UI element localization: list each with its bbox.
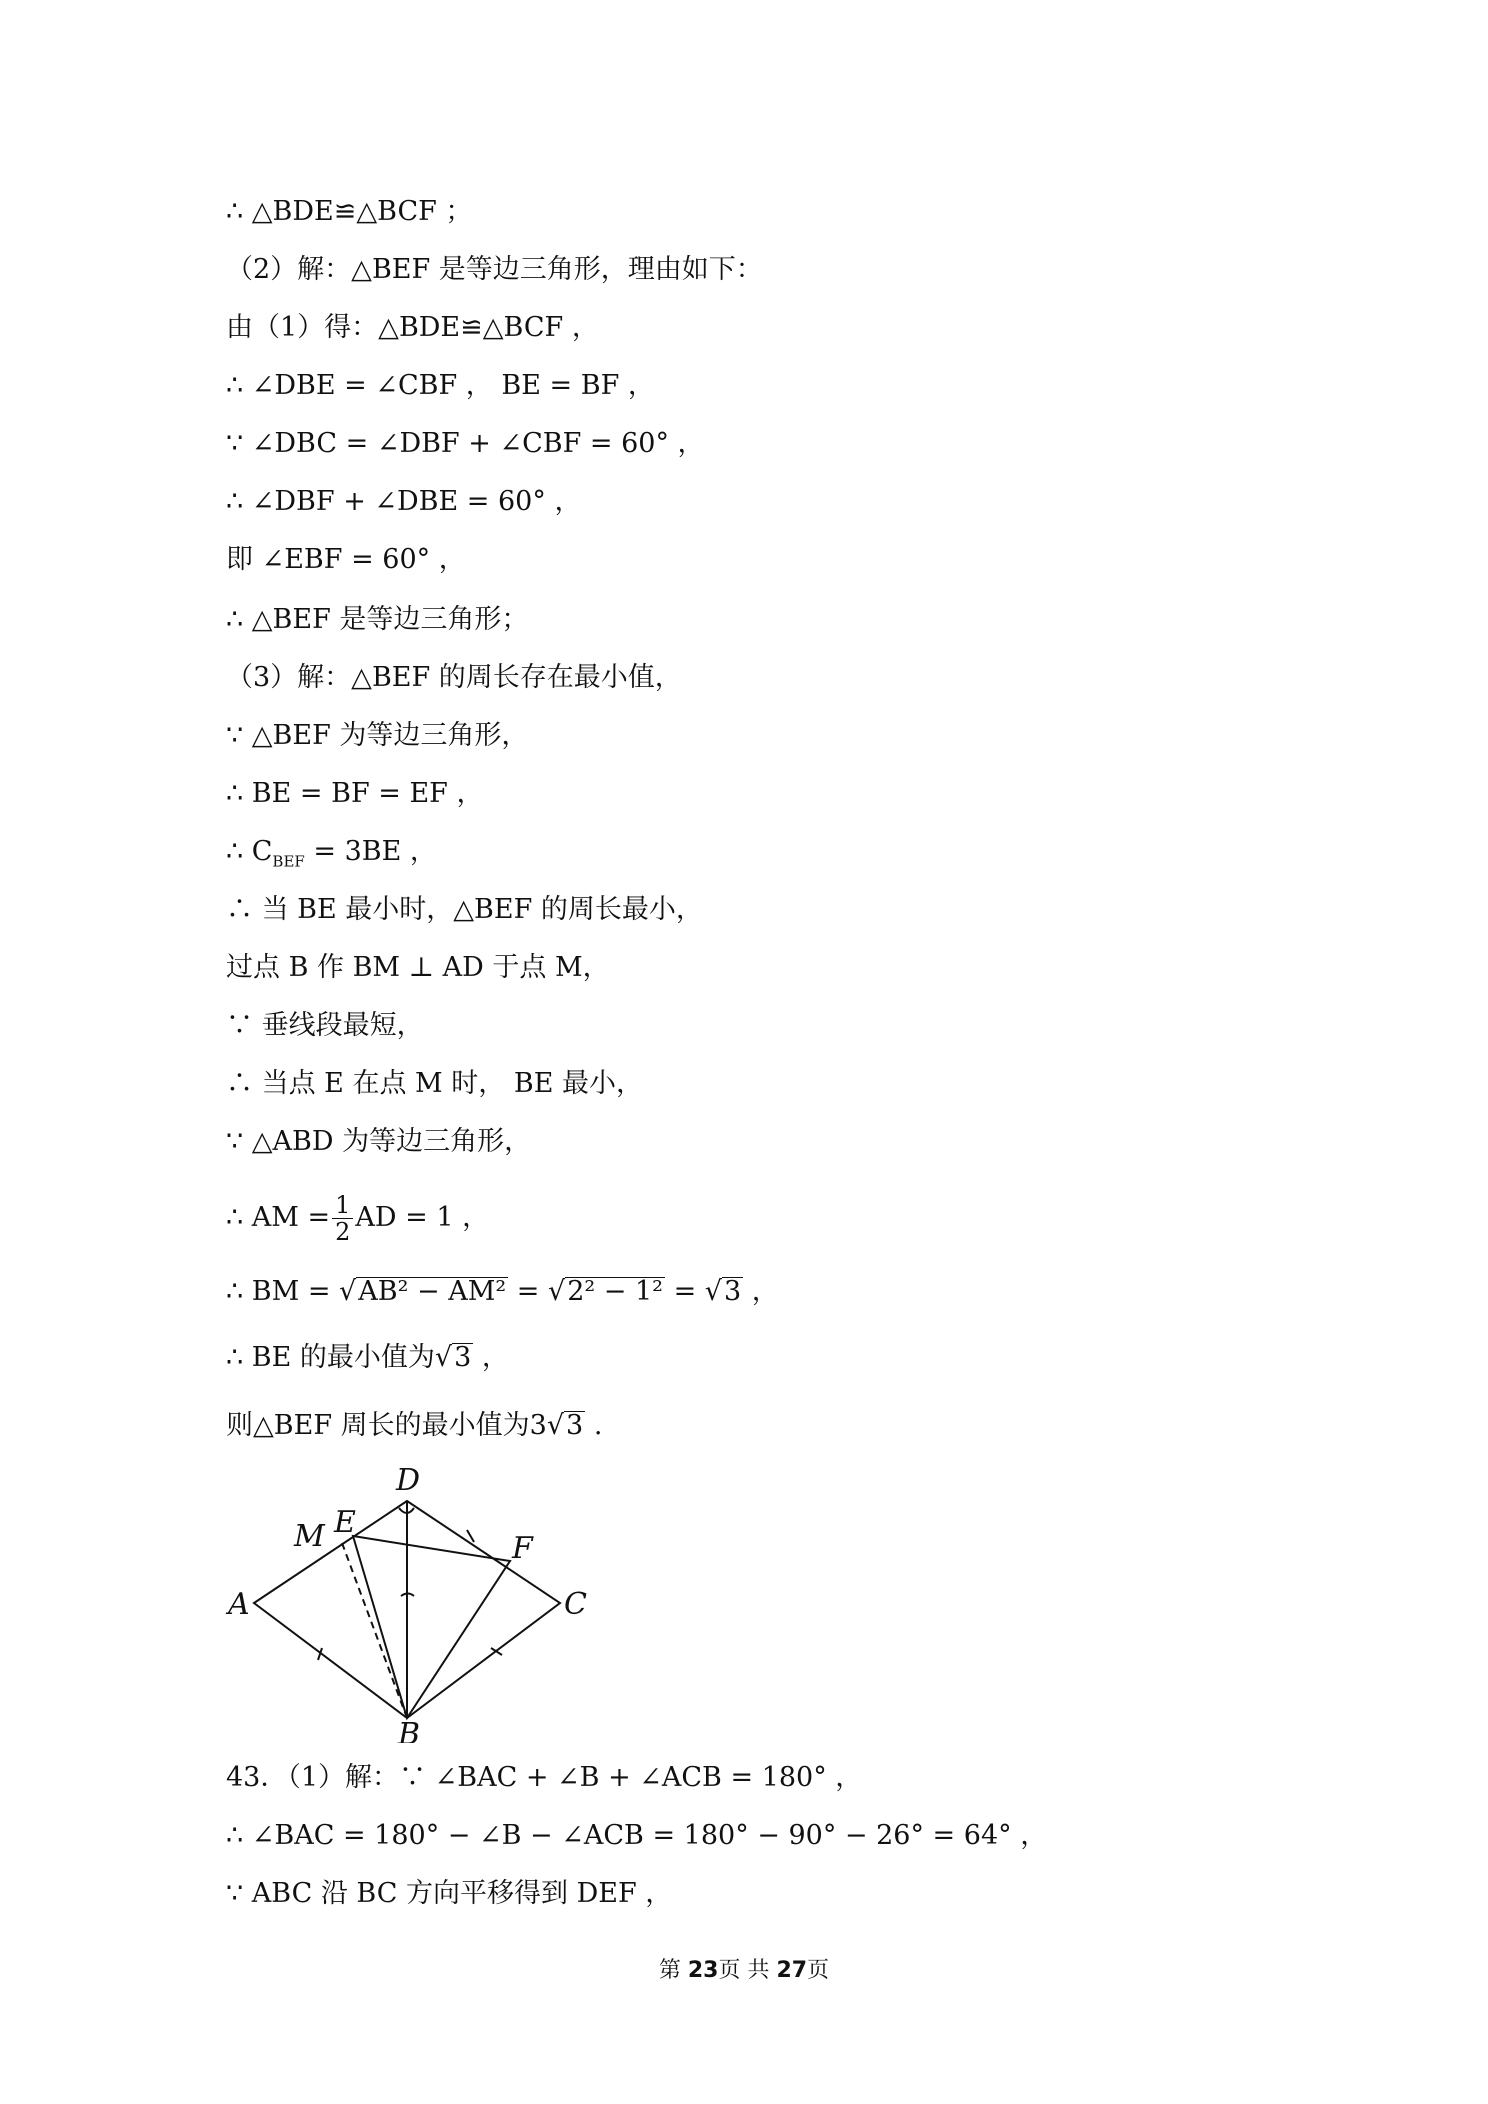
fraction-denominator: 2 [335,1217,351,1246]
triangle-bef [353,1536,510,1718]
footer-text: 页 [807,1958,830,1983]
text-fragment: ， [743,1276,779,1307]
point-label-c: C [564,1587,587,1622]
page-footer [0,1953,1488,1984]
page-total: 27 [776,1958,808,1983]
text-fragment: ∴ BE 的最小值为 [226,1342,435,1373]
text-line: ∵ △ABD 为等边三角形， [226,1126,532,1157]
text-line: ∴ ∠DBF + ∠DBE = 60° ， [226,486,582,517]
fraction-numerator: 1 [332,1192,353,1219]
text-line: ∴ BE = BF = EF ， [226,778,484,809]
page-number: 23 [687,1958,719,1983]
text-fragment: ∴ AM = [226,1202,331,1233]
tick-mark [467,1530,474,1542]
segment-bm-dashed [342,1543,407,1718]
text-line: 即 ∠EBF = 60° ， [226,544,466,575]
text-line: ∴ △BEF 是等边三角形； [226,604,529,635]
geometry-figure [222,1468,602,1743]
text-line: ∵ ∠DBC = ∠DBF + ∠CBF = 60° ， [226,428,705,459]
footer-text: 第 [658,1958,688,1983]
text-line: ∴ ∠DBE = ∠CBF ， BE = BF ， [226,370,655,401]
point-label-m: M [294,1519,325,1554]
text-line: ∴ △BDE≌△BCF ； [226,196,473,227]
text-fragment: AD = 1 ， [355,1202,490,1233]
fraction [332,1192,353,1245]
text-line: 过点 B 作 BM ⊥ AD 于点 M， [226,952,610,983]
text-line: ∵ 垂线段最短， [226,1010,424,1041]
perimeter-min-line: 则△BEF 周长的最小值为3√3 . [226,1410,603,1441]
bm-line: ∴ BM = √AB² − AM² = √2² − 1² = √3 ， [226,1276,779,1307]
point-label-a: A [228,1587,250,1622]
text-line: ∴ ∠BAC = 180° − ∠B − ∠ACB = 180° − 90° − 26° = 64° ， [226,1820,1048,1851]
radicand: 3 [724,1276,742,1307]
radicand: 2² − 1² [567,1276,663,1307]
text-fragment: = [508,1276,548,1307]
text-fragment: ∴ C [226,836,273,867]
text-fragment: ∴ BM = [226,1276,331,1307]
text-fragment: 3 [529,1410,547,1441]
point-label-b: B [398,1717,421,1743]
radicand: 3 [454,1342,472,1373]
text-line: 43．（1）解：∵ ∠BAC + ∠B + ∠ACB = 180° ， [226,1762,863,1793]
text-line: ∵ ABC 沿 BC 方向平移得到 DEF ， [226,1878,673,1909]
text-line: ∵ △BEF 为等边三角形， [226,720,529,751]
point-label-f: F [512,1531,533,1566]
text-fragment: = [665,1276,705,1307]
point-label-e: E [334,1505,356,1540]
be-min-line: ∴ BE 的最小值为√3 ， [226,1342,509,1373]
text-line: ∴ 当点 E 在点 M 时， BE 最小， [226,1068,643,1099]
text-fragment: . [585,1410,603,1441]
text-line: ∴ 当 BE 最小时，△BEF 的周长最小， [226,894,703,925]
text-line: 由（1）得：△BDE≌△BCF ， [226,312,599,343]
radicand: 3 [566,1410,584,1441]
text-line: （3）解：△BEF 的周长存在最小值， [226,662,682,693]
footer-text: 页 共 [718,1958,777,1983]
subscript: BEF [272,852,305,871]
point-label-d: D [396,1468,421,1498]
text-fragment: ， [473,1342,509,1373]
perimeter-line [226,832,437,872]
am-line [226,1188,489,1248]
text-fragment: = 3BE ， [304,836,437,867]
text-fragment: 则△BEF 周长的最小值为 [226,1410,530,1441]
text-line: （2）解：△BEF 是等边三角形，理由如下： [226,254,763,285]
radicand: AB² − AM² [358,1276,507,1307]
